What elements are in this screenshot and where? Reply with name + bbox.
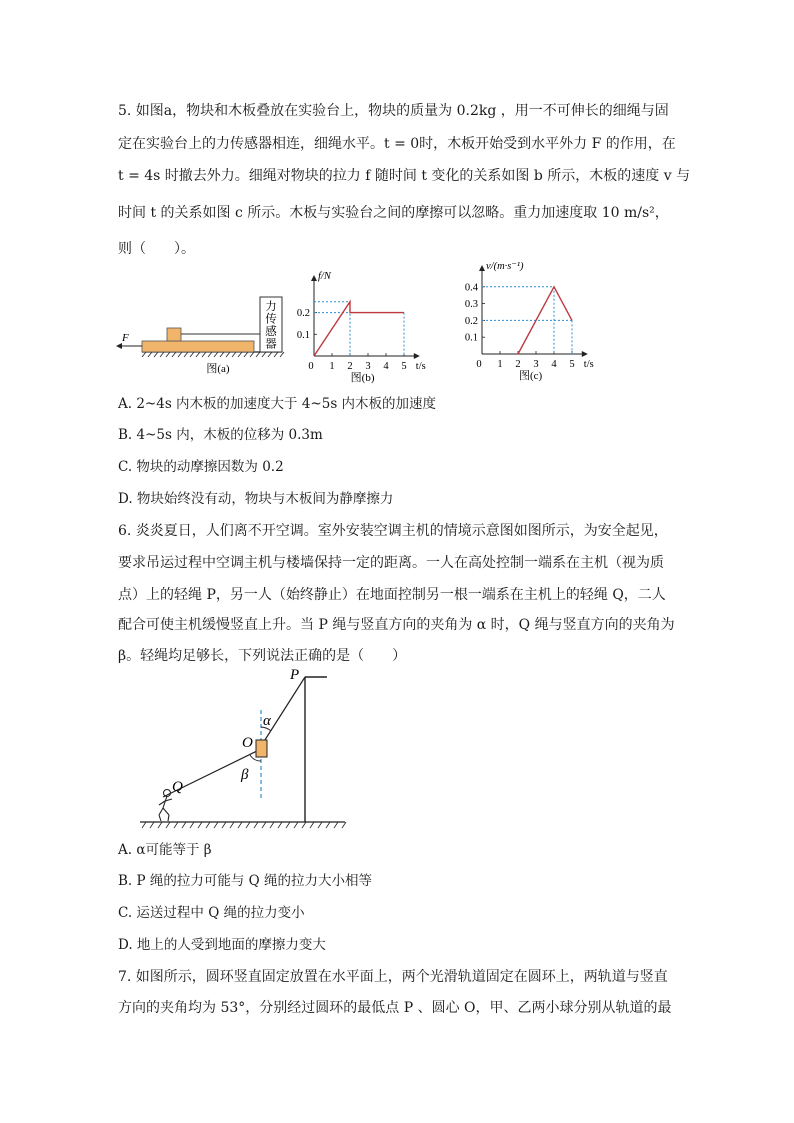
q5-option-b: B. 4~5s 内，木板的位移为 0.3m [118, 427, 323, 443]
q6-line-3: 点）上的轻绳 P，另一人（始终静止）在地面控制另一根一端系在主机上的轻绳 Q，二人 [118, 587, 666, 603]
x-axis-label: t/s [415, 361, 426, 372]
q5-option-a: A. 2~4s 内木板的加速度大于 4~5s 内木板的加速度 [118, 396, 437, 412]
sensor-label: 力传感器 [265, 301, 277, 351]
y-axis-arrow [479, 265, 485, 271]
figure-q6 [130, 665, 355, 835]
y-axis-label: f/N [318, 271, 331, 282]
x-axis-arrow [582, 351, 588, 357]
x-tick-label: 1 [497, 359, 503, 370]
q6-option-a: A. α可能等于 β [118, 842, 212, 858]
person-icon [159, 790, 172, 822]
label-o: O [242, 735, 253, 751]
q5-option-d: D. 物块始终没有动，物块与木板间为静摩擦力 [118, 491, 394, 507]
y-tick-label: 0.3 [464, 299, 478, 311]
q5-line-3: t = 4s 时撤去外力。细绳对物块的拉力 f 随时间 t 变化的关系如图 b 所示，木板的速度 v 与 [118, 168, 691, 184]
y-tick-label: 0.2 [464, 315, 478, 327]
y-axis-label: v/(m·s⁻¹) [486, 262, 524, 272]
q5-option-c: C. 物块的动摩擦因数为 0.2 [118, 459, 284, 475]
q6-line-5: β。轻绳均足够长，下列说法正确的是（ ） [118, 648, 407, 664]
x-tick-label: 2 [515, 359, 521, 370]
x-tick-label: 1 [329, 361, 335, 372]
label-p: P [290, 667, 300, 683]
q6-line-2: 要求吊运过程中空调主机与楼墙保持一定的距离。一人在高处控制一端系在主机（视为质 [118, 555, 664, 571]
x-tick-label: 4 [383, 361, 389, 372]
y-tick-label: 0.1 [464, 332, 478, 344]
chart-caption: 图(b) [350, 372, 375, 384]
x-tick-label: 0 [308, 361, 314, 372]
wooden-board [142, 341, 254, 352]
label-alpha: α [263, 713, 271, 729]
label-beta: β [241, 767, 249, 783]
q5-line-1: 5. 如图a，物块和木板叠放在实验台上，物块的质量为 0.2kg ，用一不可伸长的细绳与固 [118, 103, 669, 119]
q6-option-d: D. 地上的人受到地面的摩擦力变大 [118, 937, 326, 953]
chart-caption: 图(c) [518, 370, 543, 382]
q7-line-1: 7. 如图所示，圆环竖直固定放置在水平面上，两个光滑轨道固定在圆环上，两轨道与竖直 [118, 969, 668, 985]
q6-option-b: B. P 绳的拉力可能与 Q 绳的拉力大小相等 [118, 873, 373, 889]
x-tick-label: 4 [551, 359, 557, 370]
x-tick-label: 0 [476, 359, 482, 370]
block [167, 328, 181, 341]
y-tick-label: 0.1 [296, 329, 310, 341]
q6-line-1: 6. 炎炎夏日，人们离不开空调。室外安装空调主机的情境示意图如图所示，为安全起见， [118, 523, 668, 539]
chart-b [292, 268, 442, 388]
q5-line-4: 时间 t 的关系如图 c 所示。木板与实验台之间的摩擦可以忽略。重力加速度取 10 m/s²， [118, 205, 669, 221]
x-tick-label: 5 [569, 359, 575, 370]
series-line [314, 302, 404, 356]
x-axis-label: t/s [583, 359, 594, 370]
figure-a [112, 290, 292, 378]
label-q: Q [172, 779, 183, 795]
x-tick-label: 3 [365, 361, 371, 372]
figure-a-caption: 图(a) [206, 363, 230, 375]
x-tick-label: 2 [347, 361, 353, 372]
force-label: F [122, 332, 129, 344]
chart-c [462, 262, 612, 384]
q6-line-4: 配合可使主机缓慢竖直上升。当 P 绳与竖直方向的夹角为 α 时，Q 绳与竖直方向的夹角为 [118, 617, 675, 633]
q5-line-5: 则（ ）。 [118, 241, 195, 257]
x-tick-label: 5 [401, 361, 407, 372]
x-axis-arrow [414, 353, 420, 359]
ac-unit [256, 740, 267, 757]
q6-option-c: C. 运送过程中 Q 绳的拉力变小 [118, 905, 305, 921]
y-tick-label: 0.4 [464, 282, 478, 294]
y-axis-arrow [311, 275, 317, 281]
y-tick-label: 0.2 [296, 308, 310, 320]
q5-line-2: 定在实验台上的力传感器相连，细绳水平。t = 0时，木板开始受到水平外力 F 的作用，在 [118, 136, 676, 152]
q7-line-2: 方向的夹角均为 53°，分别经过圆环的最低点 P 、圆心 O，甲、乙两小球分别从轨道的最 [118, 1000, 672, 1016]
x-tick-label: 3 [533, 359, 539, 370]
